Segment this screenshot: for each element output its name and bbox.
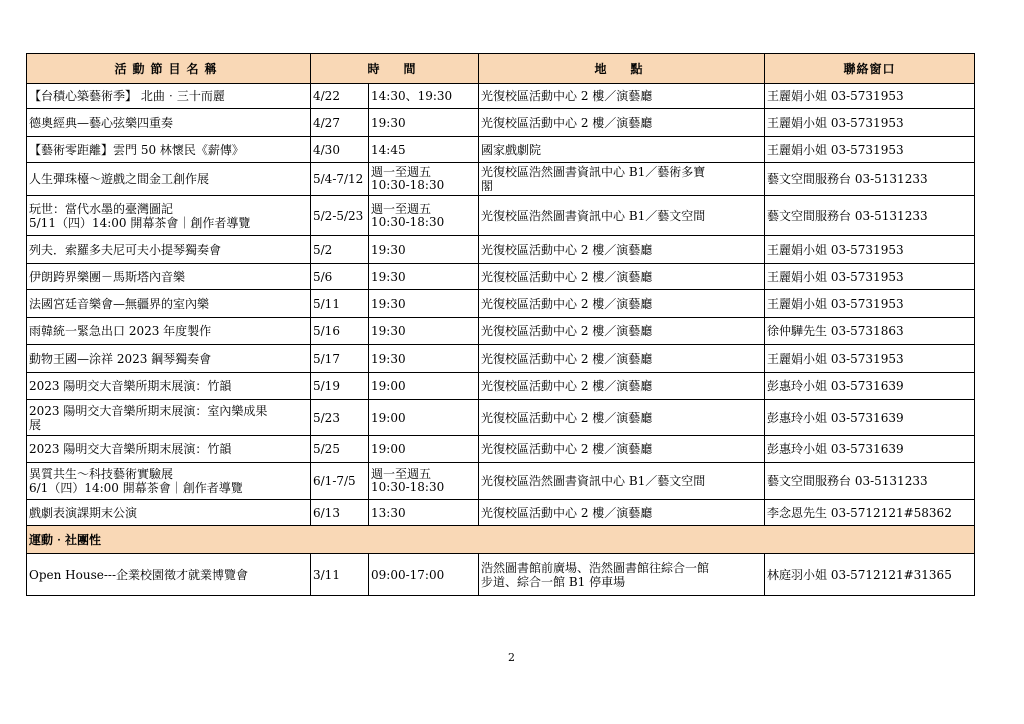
activity-place: 光復校區活動中心 2 樓／演藝廳 xyxy=(479,373,765,400)
activity-date: 5/6 xyxy=(311,264,369,290)
activity-date: 5/2-5/23 xyxy=(311,196,369,236)
activity-contact: 徐仲驊先生 03-5731863 xyxy=(765,318,975,345)
activity-time: 週一至週五 10:30-18:30 xyxy=(369,163,479,196)
activity-time: 19:30 xyxy=(369,264,479,290)
activity-contact: 王麗娟小姐 03-5731953 xyxy=(765,264,975,290)
activity-date: 4/30 xyxy=(311,137,369,163)
activity-contact: 王麗娟小姐 03-5731953 xyxy=(765,345,975,373)
activity-contact: 林庭羽小姐 03-5712121#31365 xyxy=(765,554,975,596)
activity-place: 光復校區活動中心 2 樓／演藝廳 xyxy=(479,400,765,436)
activity-time: 19:00 xyxy=(369,436,479,463)
activity-name: 動物王國—涂祥 2023 鋼琴獨奏會 xyxy=(27,345,311,373)
activity-contact: 彭惠玲小姐 03-5731639 xyxy=(765,373,975,400)
activity-name: 戲劇表演課期末公演 xyxy=(27,500,311,526)
activity-contact: 王麗娟小姐 03-5731953 xyxy=(765,137,975,163)
activity-place: 光復校區活動中心 2 樓／演藝廳 xyxy=(479,109,765,137)
page-number: 2 xyxy=(508,651,515,664)
activity-date: 6/1-7/5 xyxy=(311,463,369,500)
header-time: 時 間 xyxy=(311,54,479,84)
activity-contact: 李念恩先生 03-5712121#58362 xyxy=(765,500,975,526)
activity-time: 19:30 xyxy=(369,290,479,318)
activity-time: 19:30 xyxy=(369,236,479,264)
table-row xyxy=(27,345,975,373)
activity-date: 5/19 xyxy=(311,373,369,400)
activity-time: 19:30 xyxy=(369,318,479,345)
table-row xyxy=(27,84,975,109)
table-row xyxy=(27,373,975,400)
activity-date: 5/4-7/12 xyxy=(311,163,369,196)
schedule-body xyxy=(27,54,975,596)
activity-date: 5/23 xyxy=(311,400,369,436)
table-row xyxy=(27,436,975,463)
activity-name: 異質共生～科技藝術實驗展 6/1（四）14:00 開幕茶會｜創作者導覽 xyxy=(27,463,311,500)
table-row xyxy=(27,500,975,526)
table-row xyxy=(27,463,975,500)
table-row xyxy=(27,400,975,436)
activity-time: 19:30 xyxy=(369,109,479,137)
activity-name: 人生彈珠檯～遊戲之間金工創作展 xyxy=(27,163,311,196)
table-row xyxy=(27,554,975,596)
activity-date: 6/13 xyxy=(311,500,369,526)
activity-name: 列夫．索羅多夫尼可夫小提琴獨奏會 xyxy=(27,236,311,264)
activity-place: 光復校區浩然圖書資訊中心 B1／藝文空間 xyxy=(479,463,765,500)
activity-name: 法國宮廷音樂會—無疆界的室內樂 xyxy=(27,290,311,318)
activity-name: 伊朗跨界樂團－馬斯塔內音樂 xyxy=(27,264,311,290)
table-row xyxy=(27,290,975,318)
activity-contact: 彭惠玲小姐 03-5731639 xyxy=(765,400,975,436)
activity-date: 5/16 xyxy=(311,318,369,345)
activity-place: 光復校區活動中心 2 樓／演藝廳 xyxy=(479,290,765,318)
activity-time: 14:45 xyxy=(369,137,479,163)
activity-place: 光復校區浩然圖書資訊中心 B1／藝文空間 xyxy=(479,196,765,236)
activity-place: 光復校區活動中心 2 樓／演藝廳 xyxy=(479,345,765,373)
activity-time: 13:30 xyxy=(369,500,479,526)
activity-name: 【藝術零距離】雲門 50 林懷民《薪傳》 xyxy=(27,137,311,163)
activity-date: 5/25 xyxy=(311,436,369,463)
activity-contact: 王麗娟小姐 03-5731953 xyxy=(765,290,975,318)
activity-name: 雨韓統一緊急出口 2023 年度製作 xyxy=(27,318,311,345)
activity-date: 4/22 xyxy=(311,84,369,109)
activity-contact: 藝文空間服務台 03-5131233 xyxy=(765,463,975,500)
table-row xyxy=(27,264,975,290)
header-contact: 聯絡窗口 xyxy=(765,54,975,84)
table-row xyxy=(27,318,975,345)
activity-name: 2023 陽明交大音樂所期末展演：竹韻 xyxy=(27,436,311,463)
table-row xyxy=(27,196,975,236)
activity-place: 光復校區活動中心 2 樓／演藝廳 xyxy=(479,436,765,463)
activity-place: 光復校區活動中心 2 樓／演藝廳 xyxy=(479,500,765,526)
table-header-row xyxy=(27,54,975,84)
table-row xyxy=(27,137,975,163)
activity-date: 3/11 xyxy=(311,554,369,596)
activity-contact: 王麗娟小姐 03-5731953 xyxy=(765,236,975,264)
table-row xyxy=(27,236,975,264)
activity-time: 19:00 xyxy=(369,373,479,400)
activity-date: 5/11 xyxy=(311,290,369,318)
activity-date: 5/2 xyxy=(311,236,369,264)
activity-name: Open House---企業校園徵才就業博覽會 xyxy=(27,554,311,596)
activity-name: 2023 陽明交大音樂所期末展演：室內樂成果 展 xyxy=(27,400,311,436)
header-activity-name: 活動節目名稱 xyxy=(27,54,311,84)
activity-place: 光復校區浩然圖書資訊中心 B1／藝術多寶 閣 xyxy=(479,163,765,196)
activity-place: 光復校區活動中心 2 樓／演藝廳 xyxy=(479,236,765,264)
activity-place: 光復校區活動中心 2 樓／演藝廳 xyxy=(479,318,765,345)
activity-contact: 王麗娟小姐 03-5731953 xyxy=(765,109,975,137)
activity-date: 4/27 xyxy=(311,109,369,137)
activity-contact: 王麗娟小姐 03-5731953 xyxy=(765,84,975,109)
activity-name: 【台積心築藝術季】 北曲‧三十而麗 xyxy=(27,84,311,109)
activity-place: 浩然圖書館前廣場、浩然圖書館往綜合一館 步道、綜合一館 B1 停車場 xyxy=(479,554,765,596)
activity-time: 09:00-17:00 xyxy=(369,554,479,596)
activity-name: 2023 陽明交大音樂所期末展演：竹韻 xyxy=(27,373,311,400)
activity-time: 週一至週五 10:30-18:30 xyxy=(369,196,479,236)
activity-place: 光復校區活動中心 2 樓／演藝廳 xyxy=(479,264,765,290)
table-row xyxy=(27,109,975,137)
header-place: 地 點 xyxy=(479,54,765,84)
section-header-row xyxy=(27,526,975,554)
activity-time: 19:30 xyxy=(369,345,479,373)
activity-schedule-table xyxy=(26,53,975,596)
activity-place: 國家戲劇院 xyxy=(479,137,765,163)
section-title: 運動‧社團性 xyxy=(27,526,975,554)
table-row xyxy=(27,163,975,196)
activity-name: 德奧經典—藝心弦樂四重奏 xyxy=(27,109,311,137)
activity-name: 玩世：當代水墨的臺灣圖記 5/11（四）14:00 開幕茶會｜創作者導覽 xyxy=(27,196,311,236)
activity-contact: 彭惠玲小姐 03-5731639 xyxy=(765,436,975,463)
activity-contact: 藝文空間服務台 03-5131233 xyxy=(765,163,975,196)
activity-time: 14:30、19:30 xyxy=(369,84,479,109)
activity-place: 光復校區活動中心 2 樓／演藝廳 xyxy=(479,84,765,109)
activity-date: 5/17 xyxy=(311,345,369,373)
activity-time: 19:00 xyxy=(369,400,479,436)
activity-contact: 藝文空間服務台 03-5131233 xyxy=(765,196,975,236)
activity-time: 週一至週五 10:30-18:30 xyxy=(369,463,479,500)
